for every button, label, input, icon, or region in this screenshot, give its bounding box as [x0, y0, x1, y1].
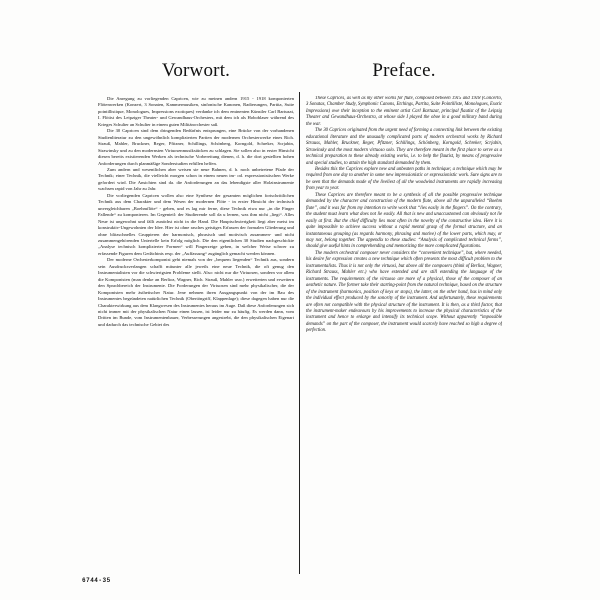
english-paragraph: The modern orchestral composer never considers the “convenient technique”, but, where needed, his desire for expression creates a new technique which often presents the most difficult problem to the instrumentalists. Thus it is not only the virtuosi, but above all the composers (think of Berlioz, Wagner, Richard Strauss, Mahler etc.) who have extended and are still extending the language of the instruments. The requirements of the virtuoso are more of a physical, those of the composer of an aesthetic nature. The former take their starting-point from the natural technique, based on the structure of the instrument (harmonics, position of keys or stops), the latter, on the other hand, has in mind only the individual effect produced by the sonority of the instrument. And unfortunately, these requirements are often not compatible with the physical structure of the instrument. It is then, as a third factor, that the instrument-maker endeavours by his improvements to increase the physical characteristics of the instrument and hence to enlarge and intensify its technical scope. Without apparently “impossible demands” on the part of the composer, the instrument would scarcely have reached so high a degree of perfection.	[306, 250, 502, 334]
english-paragraph: These Caprices are therefore meant to be a synthesis of all the possible progressive technique demanded by the character and construction of the modern flute, above all the unparalleled “Boehm flute”, and it was far from my intention to write work that “lies easily in the fingers”. On the contrary, the student must learn what does not lie easily. All that is new and unaccustomed can obviously not lie easily at first. But the chief difficulty lies most often in the novelty of the constructive idea. Here it is quite impossible to achieve success without a rapid mental grasp of the formal structure, and an instantaneous grouping (as regards harmony, phrasing and motive) of the lower parts, which may, or may not, belong together. The appendix to these studies: “Analysis of complicated technical forms”, should give useful hints in comprehending and memorizing the more complicated figurations.	[306, 192, 502, 250]
english-text	[306, 96, 502, 580]
german-paragraph: Die Anregung zu vorliegenden Capricen, wie zu meinen andern 1915 - 1918 komponierten Flötenwerken (Konzert, 3 Sonaten, Kammermusiken, sinfonische Kanonen, Radierungen, Partita, Suite pointillistique, Monologues, Impressions exotiques) verdanke ich dem eminenten Künstler Carl Bartuzat, I. Flötist des Leipziger Theater- und Gewandhaus-Orchesters, mit dem ich als Hoboblaser während des Krieges Schulter an Schulter in einem guten Militärorchester saß.	[98, 96, 294, 127]
english-title: Preface.	[372, 60, 436, 81]
german-title: Vorwort.	[161, 60, 231, 81]
english-paragraph: These Caprices, as well as my other works for flute, composed between 1915 and 1918 (Concerto, 3 Sonatas, Chamber Study, Symphonic Canons, Etchings, Partita, Suite Pointilliste, Monologues, Exotic Impressions) owe their inception to the eminent artist Carl Bartuzat, principal flautist of the Leipzig Theater and Gewandhaus-Orchestra, at whose side I played the oboe in a good military band during the war.	[306, 96, 502, 127]
german-paragraph: Der moderne Orchesterkomponist geht niemals von der „bequem liegenden“ Technik aus, sondern sein Ausdrucksverlangen schafft mitunter alle jeweils eine neue Technik, die oft genug den Instrumentalisten vor die schwierigsten Probleme stellt. Also: nicht nur die Virtuosen, sondern vor allem die Komponisten (man denke an Berlioz, Wagner, Rich. Strauß, Mahler usw.) erweiterten und erweitern den Sprachbereich der Instrumente. Die Forderungen der Virtuosen sind mehr physikalischer, die der Komponisten mehr ästhetischer Natur. Jene nehmen ihren Ausgangspunkt von der im Bau des Instrumentes begründeten natürlichen Technik (Obertöngriff, Klappenlage); diese dagegen haben nur die Charakterwirkung aus dem Klangwesen des Instrumentes heraus im Auge. Daß diese Anforderungen sich nicht immer mit der physikalischen Natur einen lassen, ist leider nur zu häufig. Es werden dann, vom Dritten im Bunde, vom Instrumentenbauer, Verbesserungen angestrebt, die den physikalischen Eigenart und dadurch das technische Gebiet des	[98, 257, 294, 327]
german-text	[98, 96, 294, 580]
german-paragraph: Die 30 Capricen sind dem dringenden Bedürfnis entsprungen, eine Brücke von der vorhandenen Studienliteratur zu den ungewöhnlich komplizierten Partien der modernen Orchesterwerke eines Rich. Strauß, Mahler, Bruckner, Reger, Pfitzner, Schillings, Schönberg, Korngold, Schreker, Scrjabin, Strawinsky und zu den modernsten Virtuosenmusikstücken zu schlagen. Sie sollen also in erster Hinsicht diesen bereits existierenden Werken als technische Vorbereitung dienen, d. h. die dort gestellten hohen Anforderungen durch planmäßige Sonderstudien erfüllen helfen.	[98, 128, 294, 166]
english-paragraph: The 30 Caprices originated from the urgent need of forming a connecting link between the existing educational literature and the unusually complicated parts of modern orchestral works by Richard Strauss, Mahler, Bruckner, Reger, Pfitzner, Schillings, Schönberg, Korngold, Schreker, Scrjabin, Strawinsky and the most modern virtuoso solo. They are therefore meant in the first place to serve as a technical preparation to these already existing works, i.e. to help the flautist, by means of progressive and special studies, to attain the high standard demanded by them.	[306, 128, 502, 166]
german-column	[98, 60, 294, 580]
column-divider	[299, 92, 300, 574]
english-column	[306, 60, 502, 580]
german-paragraph: Zum andern und wesentlichen aber weisen sie neue Bahnen, d. h. noch unbetretene Pfade der Technik; einer Technik, die vielleicht morgen schon in einem neuen im- od. expressionistischen Werke gefordert wird. Die Ansichten sind da. die Anforderungen an das lebendigste aller Holzinstrumente wachsen rapid von Jahr zu Jahr.	[98, 166, 294, 192]
english-paragraph: Besides this the Caprices explore new and unbeaten paths in technique; a technique which may be required from one day to another in some new impressionistic or expressionistic work. Sure signs are to be seen that the demands made of the liveliest of all the woodwind instruments are rapidly increasing from year to year.	[306, 166, 502, 192]
plate-number: 6744-35	[82, 577, 111, 584]
german-paragraph: Die vorliegenden Capricen wollen also eine Synthese der gesamten möglichen fortschrittlichen Technik aus dem Charakter und dem Wesen der modernen Flöte - in erster Hinsicht der technisch unvergleichbaren „Boehmflöte“ - geben, und es lag mir ferne, diese Technik etwa nur „in die Finger Fallende“ zu komponieren. Im Gegenteil: der Studierende soll da u lernen, was ihm nicht „liegt“. Alles Neue ist ungewohnt und fällt zunächst nicht in die Hand. Die Hauptschwierigkeit liegt aber meist im konstruktiv-Ungewohnten der Idee. Hier ist ohne rasches geistiges Erfassen der formalen Gliederung und ohne blitzschnelles Gruppieren der harmonisch, phrasisch und motivisch zusammen- und nicht zusammengehörenden Untertelle kein Erfolg möglich. Die den eigentlichen 30 Studien nachgeschickte „Analyse technisch komplizierter Formen“ will Fingerzeige geben, in welcher Weise schwer zu erfassende Figuren dem Gedächtnis resp. der „Auffassung“ zugänglich gemacht werden können.	[98, 192, 294, 256]
